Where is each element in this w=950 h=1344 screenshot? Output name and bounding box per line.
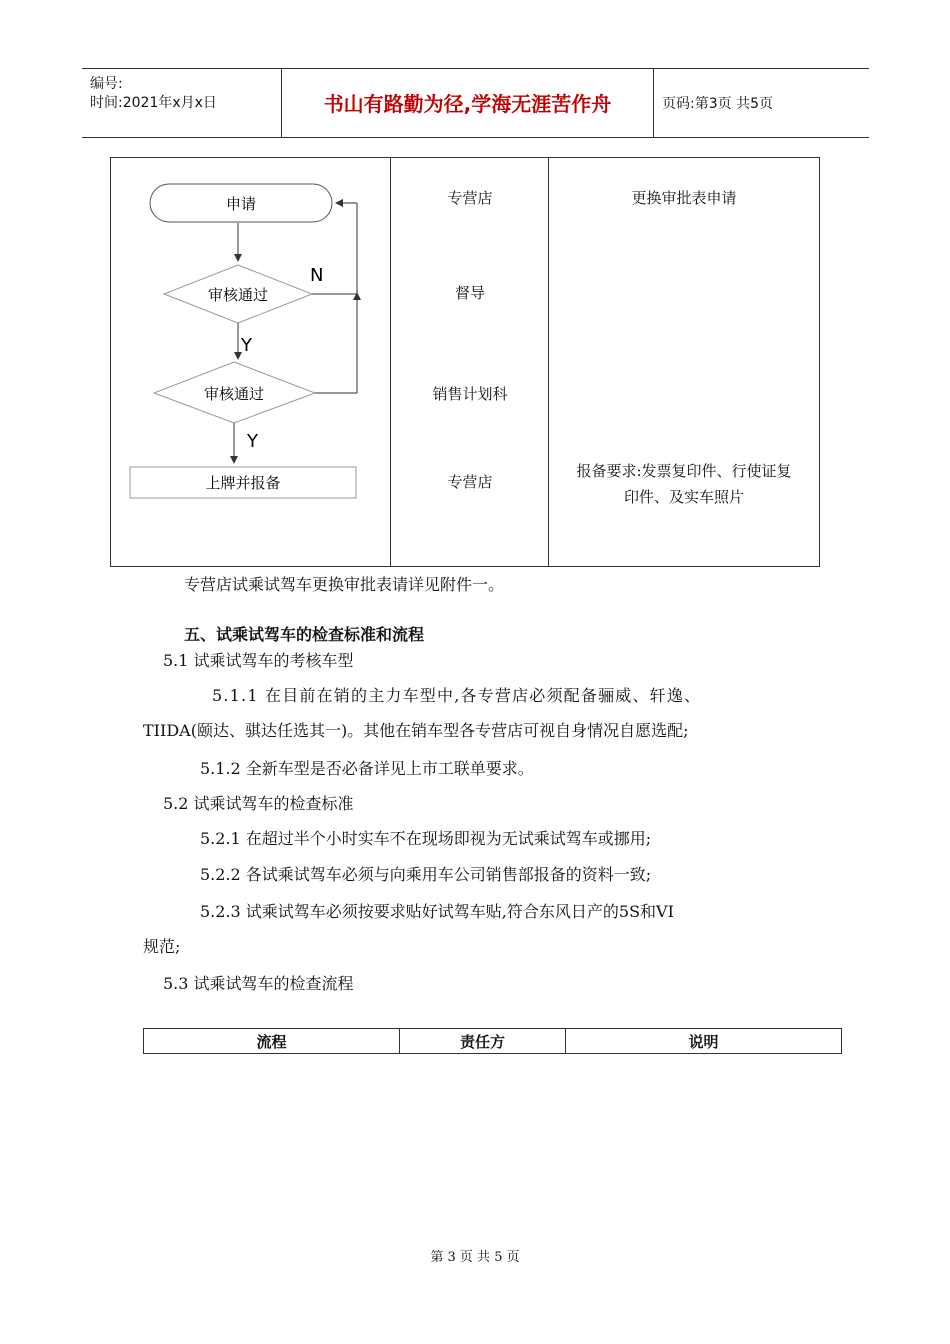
- flowchart: [110, 157, 390, 567]
- apply-label: 申请: [225, 195, 257, 213]
- header-divider: [653, 69, 654, 137]
- paragraph-line: 5.2.2 各试乘试驾车必须与向乘用车公司销售部报备的资料一致;: [200, 865, 652, 884]
- party-cell: 销售计划科: [432, 385, 508, 403]
- time-label: 时间:2021年x月x日: [90, 95, 217, 111]
- column-divider: [390, 158, 391, 566]
- paragraph-line: 5.1.2 全新车型是否必备详见上市工联单要求。: [200, 759, 534, 778]
- section-title: 五、试乘试驾车的检查标准和流程: [184, 625, 425, 644]
- party-cell: 专营店: [447, 473, 493, 491]
- column-header: 流程: [256, 1033, 287, 1051]
- subsection-heading: 5.3 试乘试驾车的检查流程: [163, 974, 354, 993]
- y-label-2: Y: [247, 431, 258, 452]
- note-cell-line: 报备要求:发票复印件、行使证复: [576, 462, 792, 480]
- party-cell: 专营店: [447, 189, 493, 207]
- number-label: 编号:: [90, 76, 123, 92]
- attachment-note: 专营店试乘试驾车更换审批表请详见附件一。: [184, 575, 505, 594]
- note-cell: 更换审批表申请: [631, 189, 737, 207]
- review-label-2: 审核通过: [203, 385, 265, 403]
- page-footer: 第 3 页 共 5 页: [430, 1250, 520, 1265]
- review-label-1: 审核通过: [207, 286, 269, 304]
- paragraph-line: 5.1.1 在目前在销的主力车型中,各专营店必须配备骊威、轩逸、: [212, 686, 702, 705]
- paragraph-line: TIIDA(颐达、骐达任选其一)。其他在销车型各专营店可视自身情况自愿选配;: [143, 721, 689, 740]
- n-label: N: [310, 265, 324, 286]
- subsection-heading: 5.2 试乘试驾车的检查标准: [163, 794, 354, 813]
- flowchart-svg: [110, 157, 390, 567]
- paragraph-line: 规范;: [143, 937, 181, 956]
- paragraph-line: 5.2.3 试乘试驾车必须按要求贴好试驾车贴,符合东风日产的5S和VI: [200, 902, 674, 921]
- column-header: 说明: [688, 1033, 719, 1051]
- page-info: 页码:第3页 共5页: [662, 96, 773, 112]
- paragraph-line: 5.2.1 在超过半个小时实车不在现场即视为无试乘试驾车或挪用;: [200, 829, 652, 848]
- page-header: [82, 68, 869, 138]
- column-header: 责任方: [459, 1033, 505, 1051]
- note-cell-line: 印件、及实车照片: [623, 488, 744, 506]
- final-label: 上牌并报备: [205, 474, 281, 492]
- motto: 书山有路勤为径,学海无涯苦作舟: [323, 92, 612, 116]
- process-table-header: [143, 1028, 842, 1054]
- subsection-heading: 5.1 试乘试驾车的考核车型: [163, 651, 354, 670]
- party-cell: 督导: [454, 284, 485, 302]
- y-label-1: Y: [241, 335, 252, 356]
